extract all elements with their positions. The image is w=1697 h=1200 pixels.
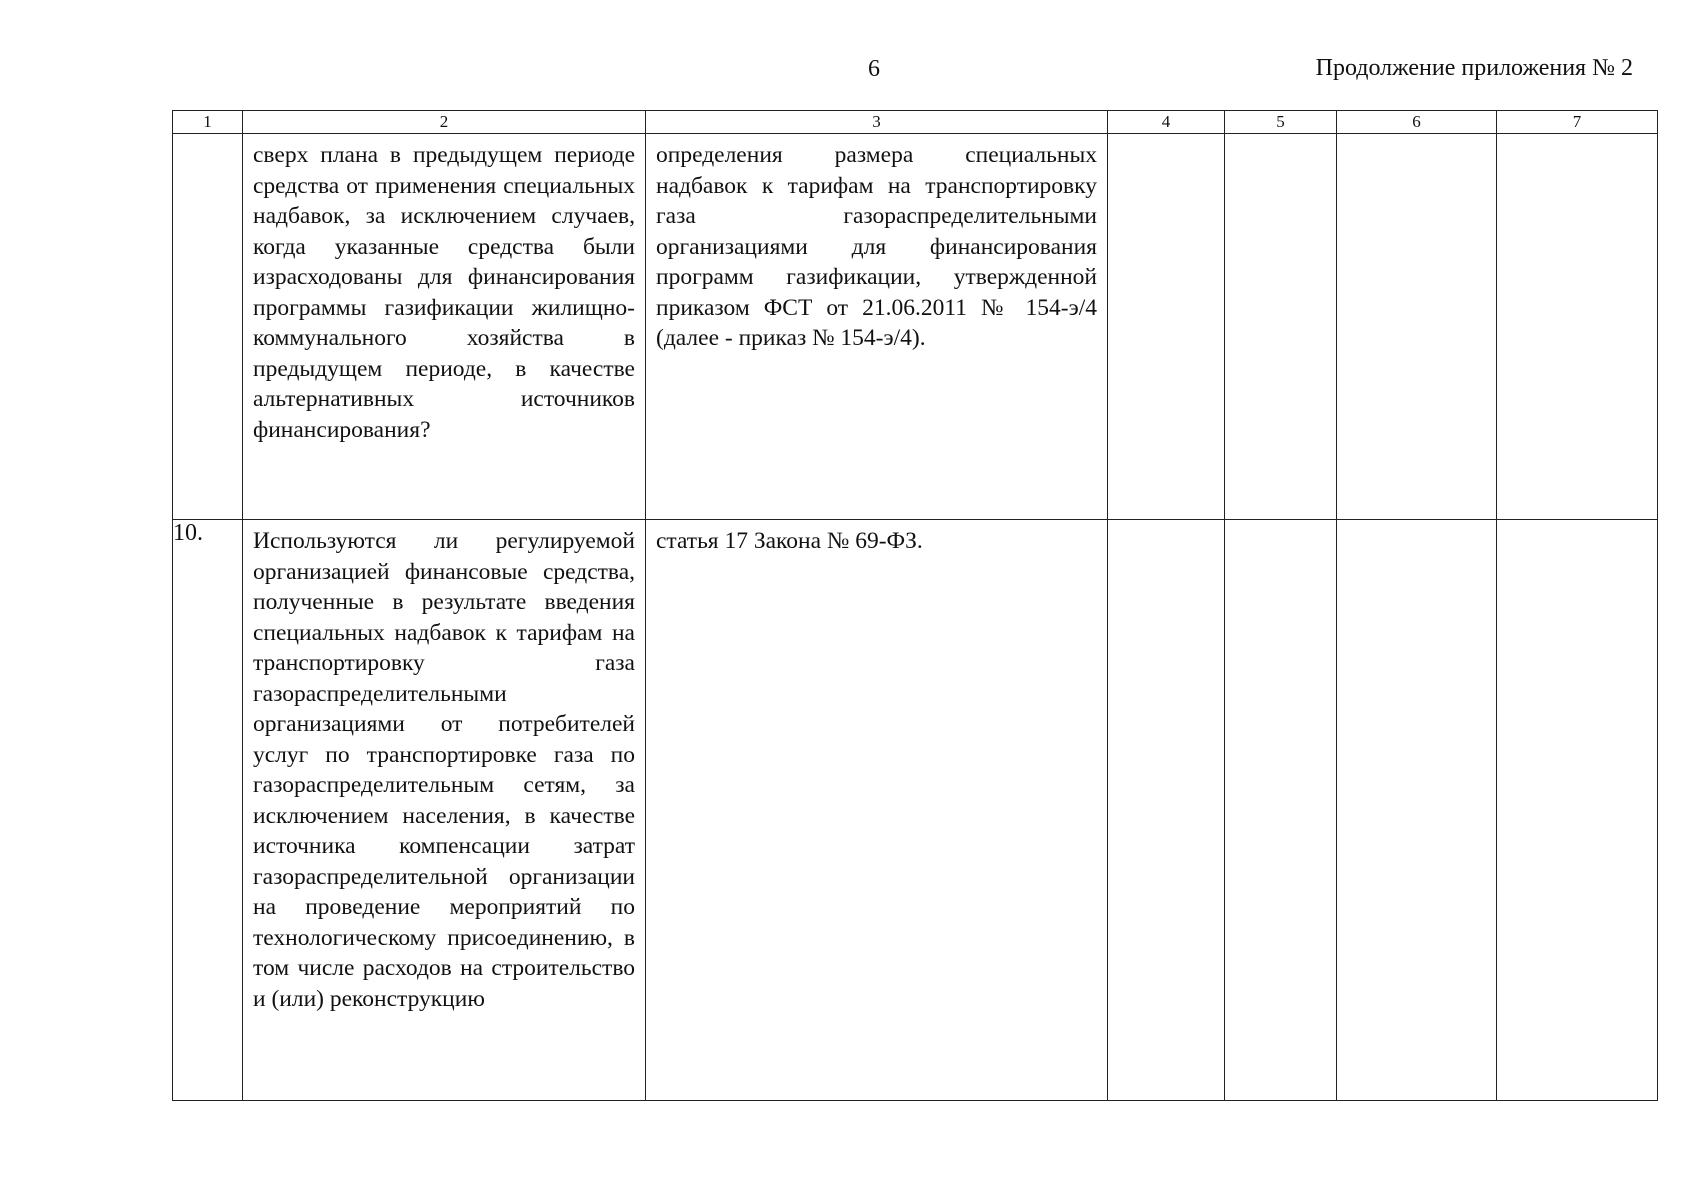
column-header-6: 6: [1337, 111, 1497, 134]
table-row: [173, 134, 1658, 520]
column-number-row: [173, 111, 1658, 134]
table-row: [173, 520, 1658, 1101]
question-text: Используются ли регулируемой организацией финансовые средства, полученные в результате введения специальных надбавок к тарифам на транспортировку газа газораспределительными организациями от потребителей услуг по транспортировке газа по газораспределительным сетям, за исключением населения, в качестве источника компенсации затрат газораспределительной организации на проведение мероприятий по технологическому присоединению, в том числе расходов на строительство и (или) реконструкцию: [253, 528, 635, 1012]
answer-cell-col7: [1497, 520, 1658, 1101]
column-header-4: 4: [1108, 111, 1225, 134]
question-cell: [243, 520, 646, 1101]
answer-cell-col6: [1337, 134, 1497, 520]
question-cell: [243, 134, 646, 520]
question-text: сверх плана в предыдущем периоде средства от применения специальных надбавок, за исключением случаев, когда указанные средства были израсходованы для финансирования программы газификации жилищно-коммунального хозяйства в предыдущем периоде, в качестве альтернативных источников финансирования?: [253, 142, 635, 443]
answer-cell-col4: [1108, 520, 1225, 1101]
answer-cell-col4: [1108, 134, 1225, 520]
page-number: 6: [868, 56, 880, 82]
column-header-1: 1: [173, 111, 243, 134]
column-header-3: 3: [646, 111, 1108, 134]
column-header-5: 5: [1225, 111, 1337, 134]
column-header-2: 2: [243, 111, 646, 134]
legal-reference-cell: [646, 134, 1108, 520]
column-header-7: 7: [1497, 111, 1658, 134]
legal-reference-text: статья 17 Закона № 69-ФЗ.: [656, 528, 923, 554]
legal-reference-text: определения размера специальных надбавок к тарифам на транспортировку газа газораспределительными организациями для финансирования программ газификации, утвержденной приказом ФСТ от 21.06.2011 № 154-э/4 (далее - приказ № 154-э/4).: [656, 142, 1097, 351]
answer-cell-col7: [1497, 134, 1658, 520]
answer-cell-col6: [1337, 520, 1497, 1101]
row-number-cell: [173, 134, 243, 520]
answer-cell-col5: [1225, 520, 1337, 1101]
checklist-table: [172, 110, 1658, 1101]
answer-cell-col5: [1225, 134, 1337, 520]
row-number-cell: 10.: [173, 520, 243, 1101]
legal-reference-cell: [646, 520, 1108, 1101]
appendix-continuation-note: Продолжение приложения № 2: [1315, 55, 1633, 81]
